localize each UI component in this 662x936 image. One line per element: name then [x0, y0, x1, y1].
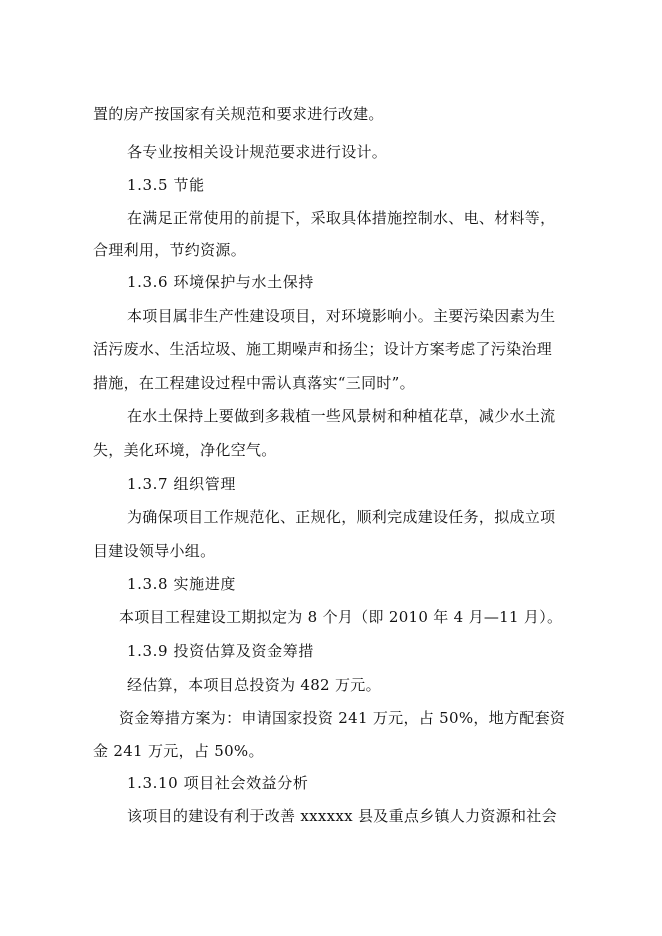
paragraph-line: 金 241 万元，占 50%。: [93, 742, 264, 760]
paragraph-line: 目建设领导小组。: [93, 542, 216, 560]
section-heading-1-3-10: 1.3.10 项目社会效益分析: [127, 774, 309, 792]
paragraph-line: 置的房产按国家有关规范和要求进行改建。: [93, 105, 384, 123]
paragraph-line: 经估算，本项目总投资为 482 万元。: [127, 676, 381, 694]
paragraph-line: 活污废水、生活垃圾、施工期噪声和扬尘；设计方案考虑了污染治理: [93, 340, 553, 358]
section-heading-1-3-6: 1.3.6 环境保护与水土保持: [127, 273, 314, 291]
paragraph-line: 措施，在工程建设过程中需认真落实“三同时”。: [93, 374, 415, 392]
paragraph-line: 为确保项目工作规范化、正规化，顺利完成建设任务，拟成立项: [127, 508, 556, 526]
paragraph-line: 失，美化环境，净化空气。: [93, 441, 277, 459]
paragraph-line: 各专业按相关设计规范要求进行设计。: [127, 143, 388, 161]
paragraph-line: 本项目属非生产性建设项目，对环境影响小。主要污染因素为生: [127, 307, 556, 325]
paragraph-line: 在满足正常使用的前提下，采取具体措施控制水、电、材料等，: [127, 209, 556, 227]
paragraph-line: 本项目工程建设工期拟定为 8 个月（即 2010 年 4 月—11 月）。: [119, 608, 563, 626]
section-heading-1-3-8: 1.3.8 实施进度: [127, 575, 236, 593]
paragraph-line: 合理利用，节约资源。: [93, 241, 247, 259]
section-heading-1-3-5: 1.3.5 节能: [127, 176, 205, 194]
paragraph-line: 该项目的建设有利于改善 xxxxxx 县及重点乡镇人力资源和社会: [127, 807, 557, 825]
section-heading-1-3-7: 1.3.7 组织管理: [127, 475, 236, 493]
paragraph-line: 在水土保持上要做到多栽植一些风景树和种植花草，减少水土流: [127, 407, 556, 425]
section-heading-1-3-9: 1.3.9 投资估算及资金筹措: [127, 642, 314, 660]
paragraph-line: 资金筹措方案为：申请国家投资 241 万元，占 50%，地方配套资: [119, 709, 566, 727]
